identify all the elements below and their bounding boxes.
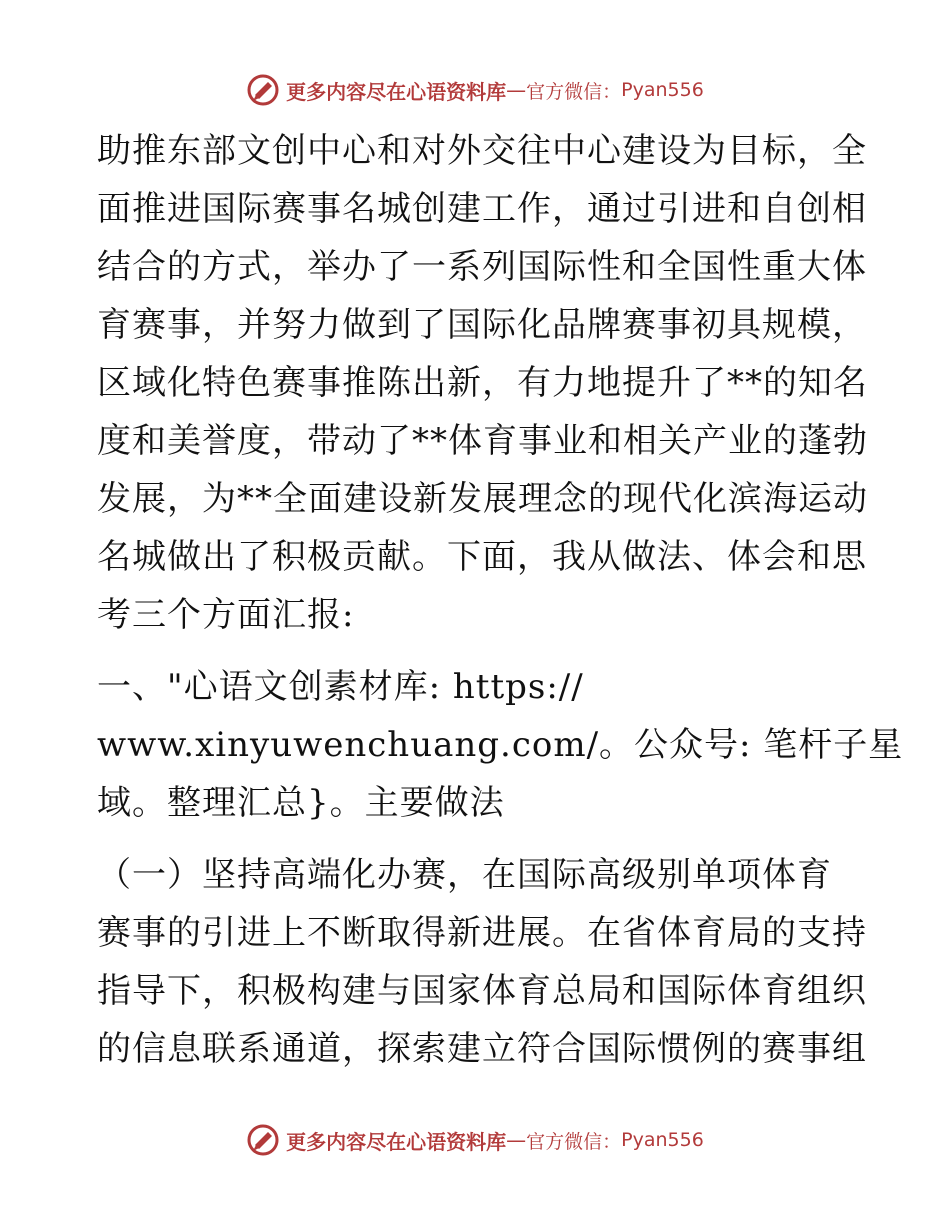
header-wechat-id: Pyan556 bbox=[621, 79, 704, 101]
header-dash: — bbox=[506, 78, 527, 102]
footer-promo-text: 更多内容尽在心语资料库 bbox=[286, 1129, 507, 1154]
footer-banner bbox=[0, 1120, 950, 1160]
paragraph-1 bbox=[97, 122, 868, 644]
footer-wechat-label: 官方微信： bbox=[526, 1130, 622, 1153]
text-line: 的信息联系通道，探索建立符合国际惯例的赛事组 bbox=[97, 1029, 867, 1069]
footer-dash: — bbox=[506, 1128, 527, 1152]
heading-line: 一、"心语文创素材库: https:// bbox=[97, 667, 584, 707]
header-promo-text: 更多内容尽在心语资料库 bbox=[286, 79, 507, 104]
text-line: 赛事的引进上不断取得新进展。在省体育局的支持 bbox=[97, 913, 867, 953]
text-line: 指导下，积极构建与国家体育总局和国际体育组织 bbox=[97, 971, 867, 1011]
section-heading-1 bbox=[97, 658, 904, 832]
text-line: （一）坚持高端化办赛，在国际高级别单项体育 bbox=[97, 855, 832, 895]
text-line: 发展，为**全面建设新发展理念的现代化滨海运动 bbox=[97, 479, 868, 519]
header-banner bbox=[0, 70, 950, 110]
text-line: 区域化特色赛事推陈出新，有力地提升了**的知名 bbox=[97, 363, 868, 403]
footer-wechat-id: Pyan556 bbox=[621, 1129, 704, 1151]
brand-logo-icon bbox=[246, 73, 280, 107]
text-line: 面推进国际赛事名城创建工作，通过引进和自创相 bbox=[97, 189, 867, 229]
text-line: 度和美誉度，带动了**体育事业和相关产业的蓬勃 bbox=[97, 421, 868, 461]
text-line: 助推东部文创中心和对外交往中心建设为目标，全 bbox=[97, 131, 867, 171]
heading-line: 域。整理汇总}。主要做法 bbox=[97, 783, 505, 823]
brand-logo-icon bbox=[246, 1123, 280, 1157]
text-line: 育赛事，并努力做到了国际化品牌赛事初具规模， bbox=[97, 305, 867, 345]
text-line: 考三个方面汇报: bbox=[97, 595, 355, 635]
text-line: 名城做出了积极贡献。下面，我从做法、体会和思 bbox=[97, 537, 867, 577]
paragraph-2 bbox=[97, 846, 867, 1078]
heading-line: www.xinyuwenchuang.com/。公众号: 笔杆子星 bbox=[97, 725, 904, 765]
header-wechat-label: 官方微信： bbox=[526, 80, 622, 103]
text-line: 结合的方式，举办了一系列国际性和全国性重大体 bbox=[97, 247, 867, 287]
document-body bbox=[97, 122, 904, 1078]
